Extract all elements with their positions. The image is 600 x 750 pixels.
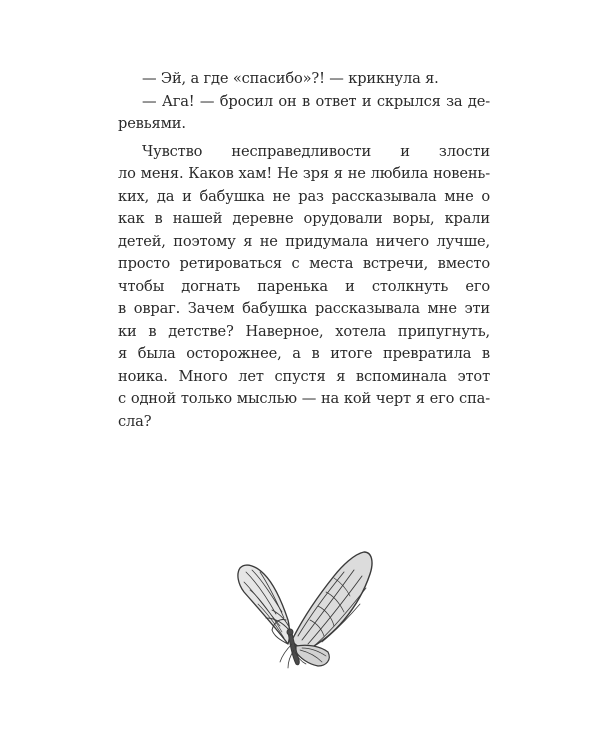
- paragraph-line: Чувство несправедливости и злости: [142, 142, 490, 160]
- paragraph-line: детей, поэтому я не придумала ничего лучше,: [118, 232, 490, 250]
- paragraph-line: ноика. Много лет спустя я вспоминала этот: [118, 367, 490, 385]
- paragraph-line: ло меня. Каков хам! Не зря я не любила новень-: [118, 165, 490, 182]
- paragraph-line: просто ретироваться с места встречи, вместо: [118, 255, 490, 272]
- dialog-line: ревьями.: [118, 115, 186, 132]
- paragraph-line: сла?: [118, 412, 152, 430]
- paragraph-line: я была осторожнее, а в итоге превратила в: [118, 345, 490, 362]
- butterfly-icon: [222, 548, 378, 676]
- page-text: [118, 68, 490, 433]
- paragraph-line: с одной только мыслью — на кой черт я его спа-: [118, 390, 490, 407]
- paragraph-line: чтобы догнать паренька и столкнуть его: [118, 277, 490, 295]
- paragraph-line: в овраг. Зачем бабушка рассказывала мне эти: [118, 300, 490, 317]
- dialog-line: — Эй, а где «спасибо»?! — крикнула я.: [142, 70, 439, 87]
- paragraph-line: ких, да и бабушка не раз рассказывала мне о: [118, 187, 490, 205]
- paragraph-line: как в нашей деревне орудовали воры, крали: [118, 210, 490, 227]
- dialog-line: — Ага! — бросил он в ответ и скрылся за де-: [142, 92, 490, 110]
- paragraph-line: ки в детстве? Наверное, хотела припугнуть,: [118, 322, 490, 340]
